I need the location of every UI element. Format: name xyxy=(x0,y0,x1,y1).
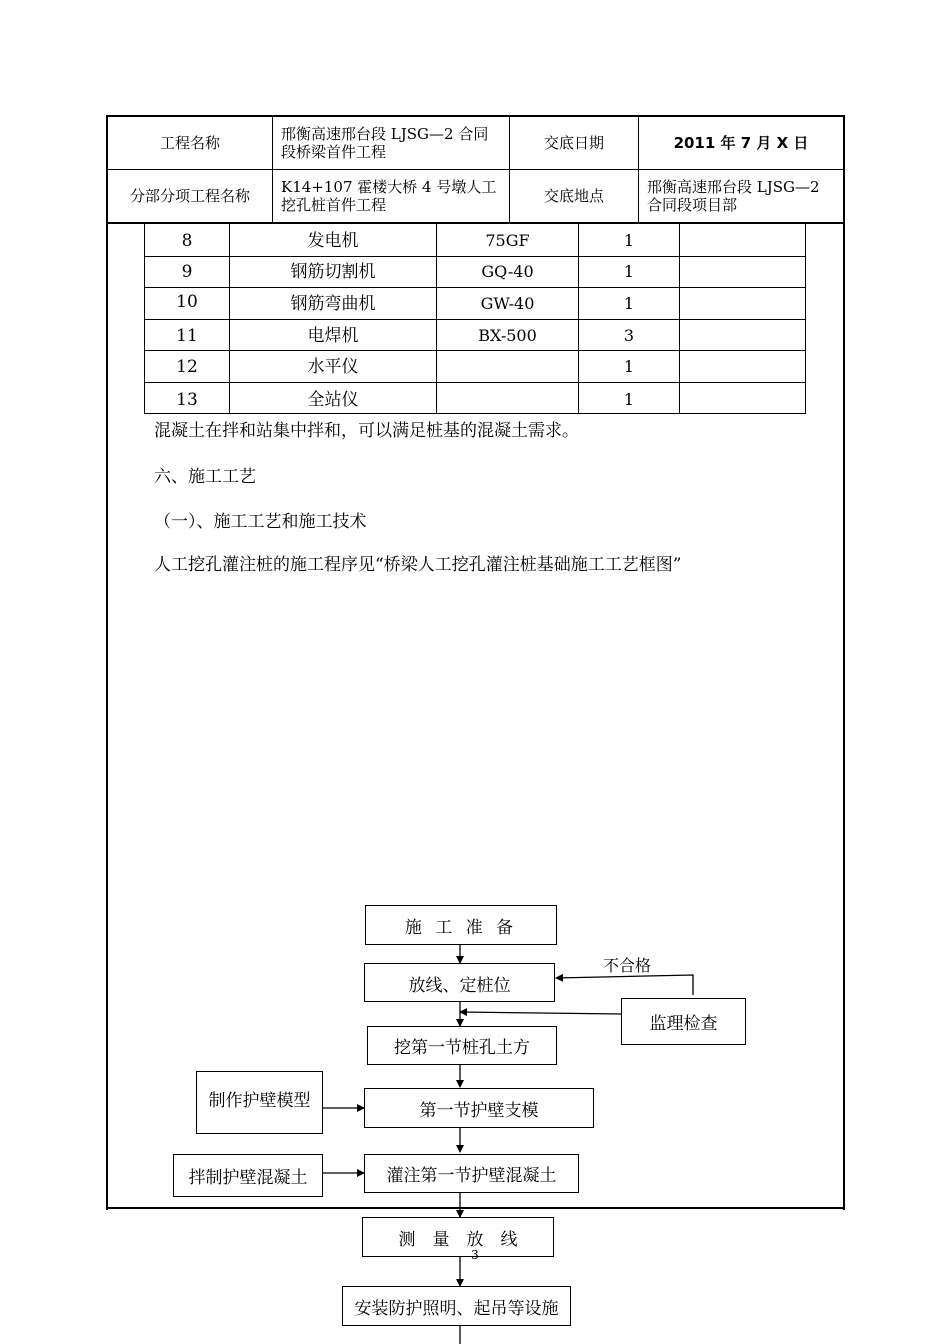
equip-name: 发电机 xyxy=(307,230,359,251)
equip-name: 全站仪 xyxy=(307,389,359,410)
flow-step-excavate: 挖第一节桩孔土方 xyxy=(367,1026,557,1065)
location-label: 交底地点 xyxy=(543,187,604,205)
flow-mix-concrete: 拌制护壁混凝土 xyxy=(173,1154,323,1197)
reject-label: 不合格 xyxy=(602,956,651,975)
subproject-value-line2: 挖孔桩首件工程 xyxy=(281,196,387,214)
date-label: 交底日期 xyxy=(543,134,604,152)
subproject-label: 分部分项工程名称 xyxy=(129,187,250,205)
equip-name: 钢筋切割机 xyxy=(290,262,376,282)
equip-qty: 1 xyxy=(623,357,635,376)
process-intro: 人工挖孔灌注桩的施工程序见“桥梁人工挖孔灌注桩基础施工工艺框图” xyxy=(154,555,682,575)
subproject-value-line1: K14+107 霍楼大桥 4 号墩人工 xyxy=(281,178,497,196)
section-title: 六、施工工艺 xyxy=(154,467,256,487)
equip-qty: 1 xyxy=(623,389,635,409)
flow-step-layout: 放线、定桩位 xyxy=(364,963,555,1002)
equip-no: 10 xyxy=(176,292,198,312)
equip-name: 电焊机 xyxy=(307,325,359,346)
project-name-value-line2: 段桥梁首件工程 xyxy=(281,143,387,161)
equip-model: 75GF xyxy=(485,230,530,250)
page-number: 3 xyxy=(471,1248,479,1262)
equip-no: 13 xyxy=(176,389,198,410)
flow-step-prepare: 施 工 准 备 xyxy=(365,905,557,945)
equip-no: 9 xyxy=(181,262,193,282)
equip-qty: 3 xyxy=(623,325,635,345)
equip-qty: 1 xyxy=(623,262,635,281)
location-value-line2: 合同段项目部 xyxy=(647,196,738,214)
equip-qty: 1 xyxy=(623,230,635,250)
equip-name: 钢筋弯曲机 xyxy=(290,293,376,314)
equip-name: 水平仪 xyxy=(307,357,359,377)
subsection-title: （一）、施工工艺和施工技术 xyxy=(154,512,367,532)
equip-model: GW-40 xyxy=(480,293,535,313)
date-value: 2011 年 7 月 X 日 xyxy=(673,134,809,152)
flow-supervisor-check: 监理检查 xyxy=(621,998,746,1045)
flow-step-survey: 测 量 放 线 xyxy=(362,1217,554,1257)
flow-make-mold: 制作护壁模型 xyxy=(196,1071,323,1134)
project-name-value-line1: 邢衡高速邢台段 LJSG—2 合同 xyxy=(281,125,489,143)
equip-no: 12 xyxy=(176,357,198,377)
equip-qty: 1 xyxy=(623,293,635,313)
equip-no: 11 xyxy=(176,325,198,346)
location-value-line1: 邢衡高速邢台段 LJSG—2 xyxy=(647,178,820,196)
project-name-label: 工程名称 xyxy=(159,134,220,152)
flow-step-pour: 灌注第一节护壁混凝土 xyxy=(364,1154,579,1193)
flow-step-formwork: 第一节护壁支模 xyxy=(364,1088,594,1128)
arrow-check-to-excavate xyxy=(460,1012,622,1014)
flow-step-install: 安装防护照明、起吊等设施 xyxy=(342,1286,571,1326)
equip-model: BX-500 xyxy=(478,325,537,345)
equip-model: GQ-40 xyxy=(481,262,534,281)
reject-feedback-line xyxy=(556,975,693,995)
concrete-note: 混凝土在拌和站集中拌和，可以满足桩基的混凝土需求。 xyxy=(154,421,579,441)
equip-no: 8 xyxy=(181,230,193,251)
